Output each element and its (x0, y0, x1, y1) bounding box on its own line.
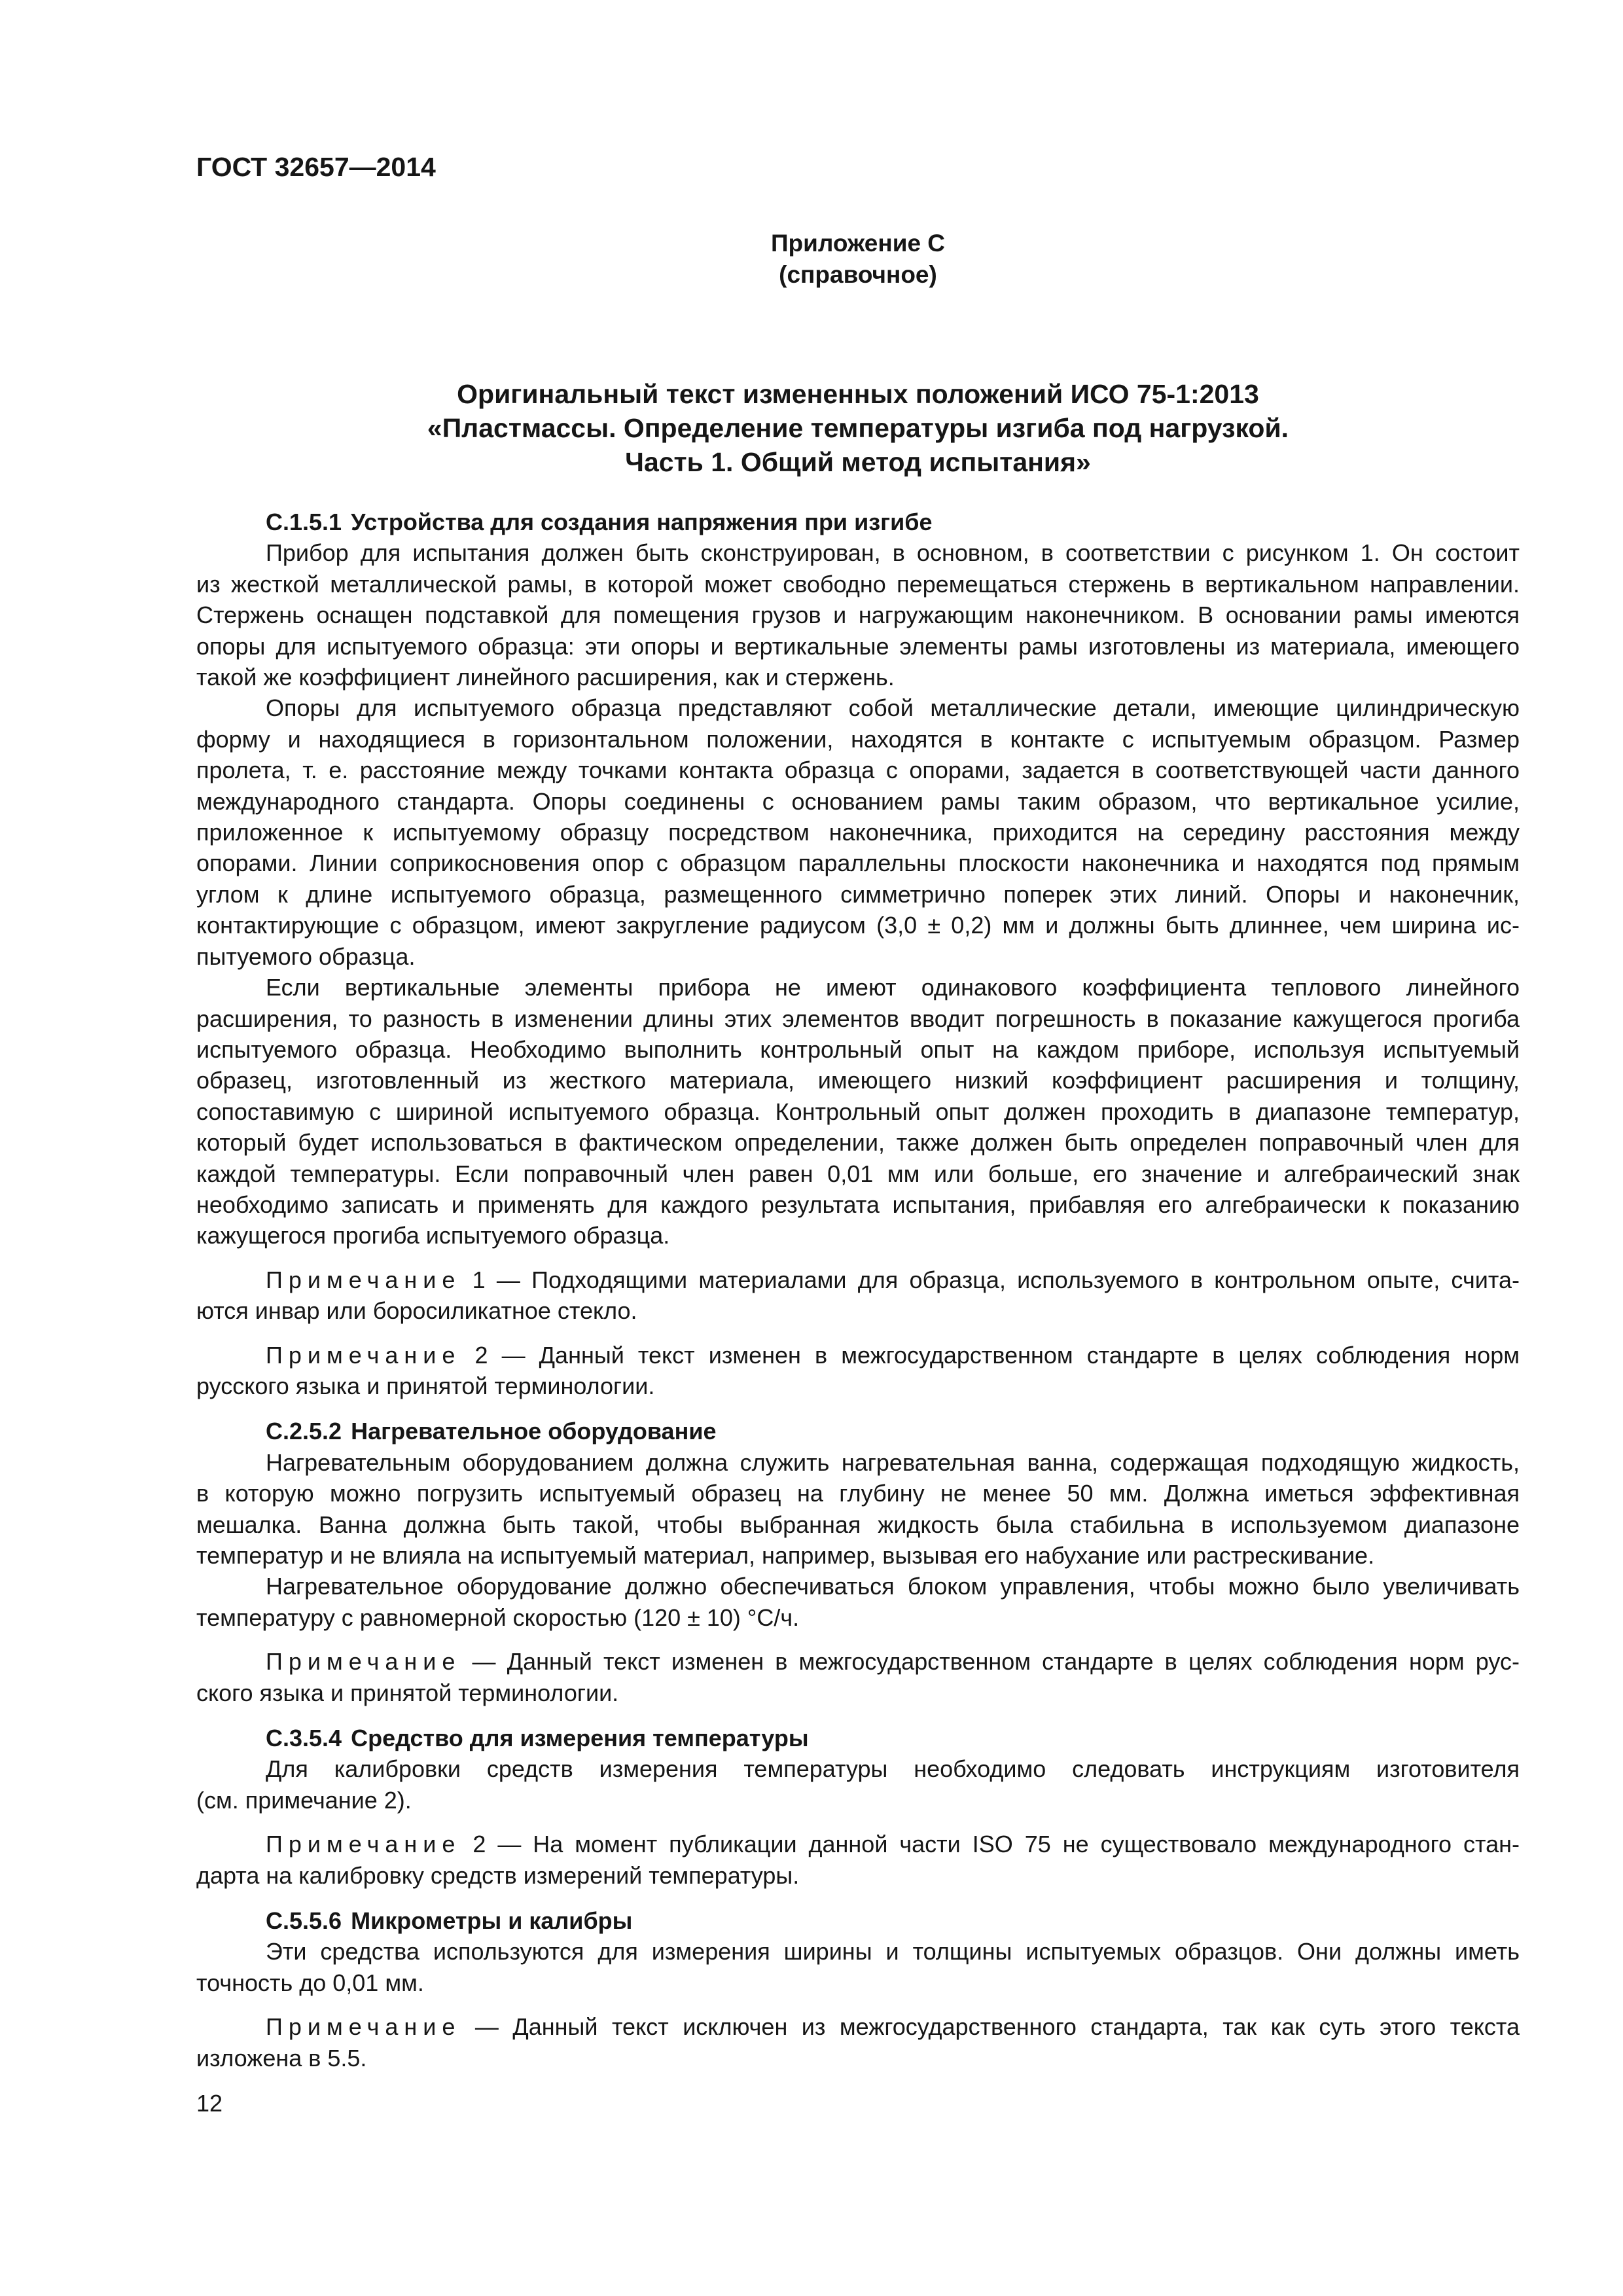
text-line: кажущегося прогиба испытуемого образца. (196, 1222, 670, 1249)
paragraph (196, 972, 1520, 1251)
title-line: «Пластмассы. Определение температуры изгиба под нагрузкой. (427, 413, 1289, 443)
text-line: каждой температуры. Если поправочный член равен 0,01 мм или больше, его значение и алгебраический знак (196, 1160, 1520, 1187)
paragraph (196, 1753, 1520, 1816)
text-line: Для калибровки средств измерения температуры необходимо следовать инструкциям изготовителя (266, 1755, 1520, 1783)
section-title: Устройства для создания напряжения при изгибе (351, 509, 933, 535)
text-line: Эти средства используются для измерения ширины и толщины испытуемых образцов. Они должны иметь (266, 1938, 1520, 1965)
text-line: температур и не влияла на испытуемый материал, например, вызывая его набухание или растрескивание. (196, 1542, 1375, 1569)
text-line: такой же коэффициент линейного расширения, как и стержень. (196, 664, 895, 691)
text-line: Прибор для испытания должен быть сконструирован, в основном, в соответствии с рисунком 1. Он состоит (266, 539, 1520, 567)
note-text: дарта на калибровку средств измерений температуры. (196, 1861, 800, 1889)
text-line: опорами. Линии соприкосновения опор с образцом параллельны плоскости наконечника и находятся под прямым (196, 850, 1520, 877)
section-number: С.1.5.1 (266, 509, 342, 535)
note (196, 1829, 1520, 1891)
text-line: Стержень оснащен подставкой для помещения грузов и нагружающим наконечником. В основании рамы имеются (196, 601, 1520, 629)
section-heading (196, 1416, 1520, 1446)
note (196, 2011, 1520, 2073)
note-line (196, 2043, 1520, 2073)
note-text: 2 — Данный текст изменен в межгосударственном стандарте в целях соблюдения норм (474, 1341, 1520, 1369)
note-line (196, 1677, 1520, 1708)
paragraph (196, 1571, 1520, 1633)
text-line: (см. примечание 2). (196, 1786, 412, 1814)
appendix-heading (196, 228, 1520, 291)
sections-container (196, 507, 1520, 2073)
note-text: ского языка и принятой терминологии. (196, 1679, 619, 1706)
text-line: Нагревательное оборудование должно обеспечиваться блоком управления, чтобы можно было увеличивать (266, 1573, 1520, 1600)
text-line: приложенное к испытуемому образцу посредством наконечника, приходится на середину расстояния между (196, 819, 1520, 846)
text-line: температуру с равномерной скоростью (120 ± 10) °С/ч. (196, 1604, 800, 1631)
section-title: Нагревательное оборудование (351, 1418, 717, 1445)
note-line (196, 1340, 1520, 1371)
note (196, 1340, 1520, 1402)
text-line: опоры для испытуемого образца: эти опоры и вертикальные элементы рамы изготовлены из материала, имеющего (196, 632, 1520, 660)
note-text: русского языка и принятой терминологии. (196, 1372, 655, 1399)
text-line: углом к длине испытуемого образца, размещенного симметрично поперек этих линий. Опоры и наконечник, (196, 880, 1520, 908)
section (196, 1723, 1520, 1891)
document-body (196, 507, 1520, 2119)
note-label: Примечание (266, 1831, 461, 1858)
text-line: контактирующие с образцом, имеют закругление радиусом (3,0 ± 0,2) мм и должны быть длиннее, чем ширина ис- (196, 912, 1520, 939)
note-line (196, 1646, 1520, 1677)
section-number: С.3.5.4 (266, 1725, 342, 1752)
paragraph (196, 1447, 1520, 1571)
section-heading (196, 507, 1520, 537)
text-line: мешалка. Ванна должна быть такой, чтобы выбранная жидкость была стабильна в используемом диапазоне (196, 1511, 1520, 1538)
note-text: 2 — На момент публикации данной части ISO 75 не существовало международного стан- (473, 1831, 1520, 1858)
note-line (196, 1371, 1520, 1401)
note-text: ются инвар или боросиликатное стекло. (196, 1297, 637, 1325)
note (196, 1646, 1520, 1708)
document-title (196, 377, 1520, 479)
section (196, 507, 1520, 1401)
note-line (196, 1265, 1520, 1295)
section-number: С.2.5.2 (266, 1418, 342, 1445)
text-line: сопоставимую с шириной испытуемого образца. Контрольный опыт должен проходить в диапазоне температур, (196, 1098, 1520, 1125)
note-text: — Данный текст изменен в межгосударственном стандарте в целях соблюдения норм рус- (472, 1648, 1520, 1676)
page-number: 12 (196, 2090, 223, 2117)
paragraph (196, 537, 1520, 692)
text-line: Нагревательным оборудованием должна служить нагревательная ванна, содержащая подходящую жидкость, (266, 1448, 1520, 1476)
title-line: Часть 1. Общий метод испытания» (625, 447, 1091, 477)
text-line: форму и находящиеся в горизонтальном положении, находятся в контакте с испытуемым образцом. Размер (196, 725, 1520, 753)
note-line (196, 2011, 1520, 2042)
section-title: Средство для измерения температуры (351, 1725, 809, 1752)
text-line: расширения, то разность в изменении длины этих элементов вводит погрешность в показание кажущегося прогиба (196, 1005, 1520, 1032)
text-line: Опоры для испытуемого образца представляют собой металлические детали, имеющие цилиндрическую (266, 694, 1520, 722)
text-line: необходимо записать и применять для каждого результата испытания, прибавляя его алгебраически к показанию (196, 1191, 1520, 1218)
note-text: 1 — Подходящими материалами для образца, используемого в контрольном опыте, счита- (472, 1266, 1520, 1293)
text-line: международного стандарта. Опоры соединены с основанием рамы таким образом, что вертикальное усилие, (196, 787, 1520, 815)
note-line (196, 1829, 1520, 1859)
section-heading (196, 1723, 1520, 1753)
appendix-status: (справочное) (779, 261, 937, 288)
note-label: Примечание (266, 1341, 461, 1369)
note-text: изложена в 5.5. (196, 2044, 367, 2072)
section-number: С.5.5.6 (266, 1907, 342, 1935)
section-title: Микрометры и калибры (351, 1907, 633, 1935)
text-line: образец, изготовленный из жесткого материала, имеющего низкий коэффициент расширения и толщину, (196, 1067, 1520, 1094)
note (196, 1265, 1520, 1327)
text-line: который будет использоваться в фактическом определении, также должен быть определен поправочный член для (196, 1129, 1520, 1157)
note-label: Примечание (266, 1266, 461, 1293)
text-line: из жесткой металлической рамы, в которой может свободно перемещаться стержень в вертикальном направлении. (196, 570, 1520, 598)
document-number: ГОСТ 32657—2014 (196, 152, 436, 182)
paragraph (196, 1936, 1520, 1998)
note-text: — Данный текст исключен из межгосударственного стандарта, так как суть этого текста (474, 2013, 1520, 2041)
text-line: испытуемого образца. Необходимо выполнить контрольный опыт на каждом приборе, используя испытуемый (196, 1035, 1520, 1063)
section-heading (196, 1905, 1520, 1936)
title-line: Оригинальный текст измененных положений ИСО 75-1:2013 (457, 379, 1259, 409)
note-label: Примечание (266, 1648, 461, 1676)
text-line: точность до 0,01 мм. (196, 1969, 424, 1996)
text-line: пролета, т. е. расстояние между точками контакта образца с опорами, задается в соответствующей части данного (196, 757, 1520, 784)
section (196, 1905, 1520, 2073)
note-line (196, 1295, 1520, 1326)
paragraph (196, 692, 1520, 972)
text-line: пытуемого образца. (196, 942, 416, 970)
note-line (196, 1860, 1520, 1891)
note-label: Примечание (266, 2013, 461, 2041)
text-line: Если вертикальные элементы прибора не имеют одинакового коэффициента теплового линейного (266, 974, 1520, 1001)
text-line: в которую можно погрузить испытуемый образец на глубину не менее 50 мм. Должна иметься эффективная (196, 1480, 1520, 1507)
appendix-label: Приложение С (770, 230, 946, 257)
section (196, 1416, 1520, 1708)
